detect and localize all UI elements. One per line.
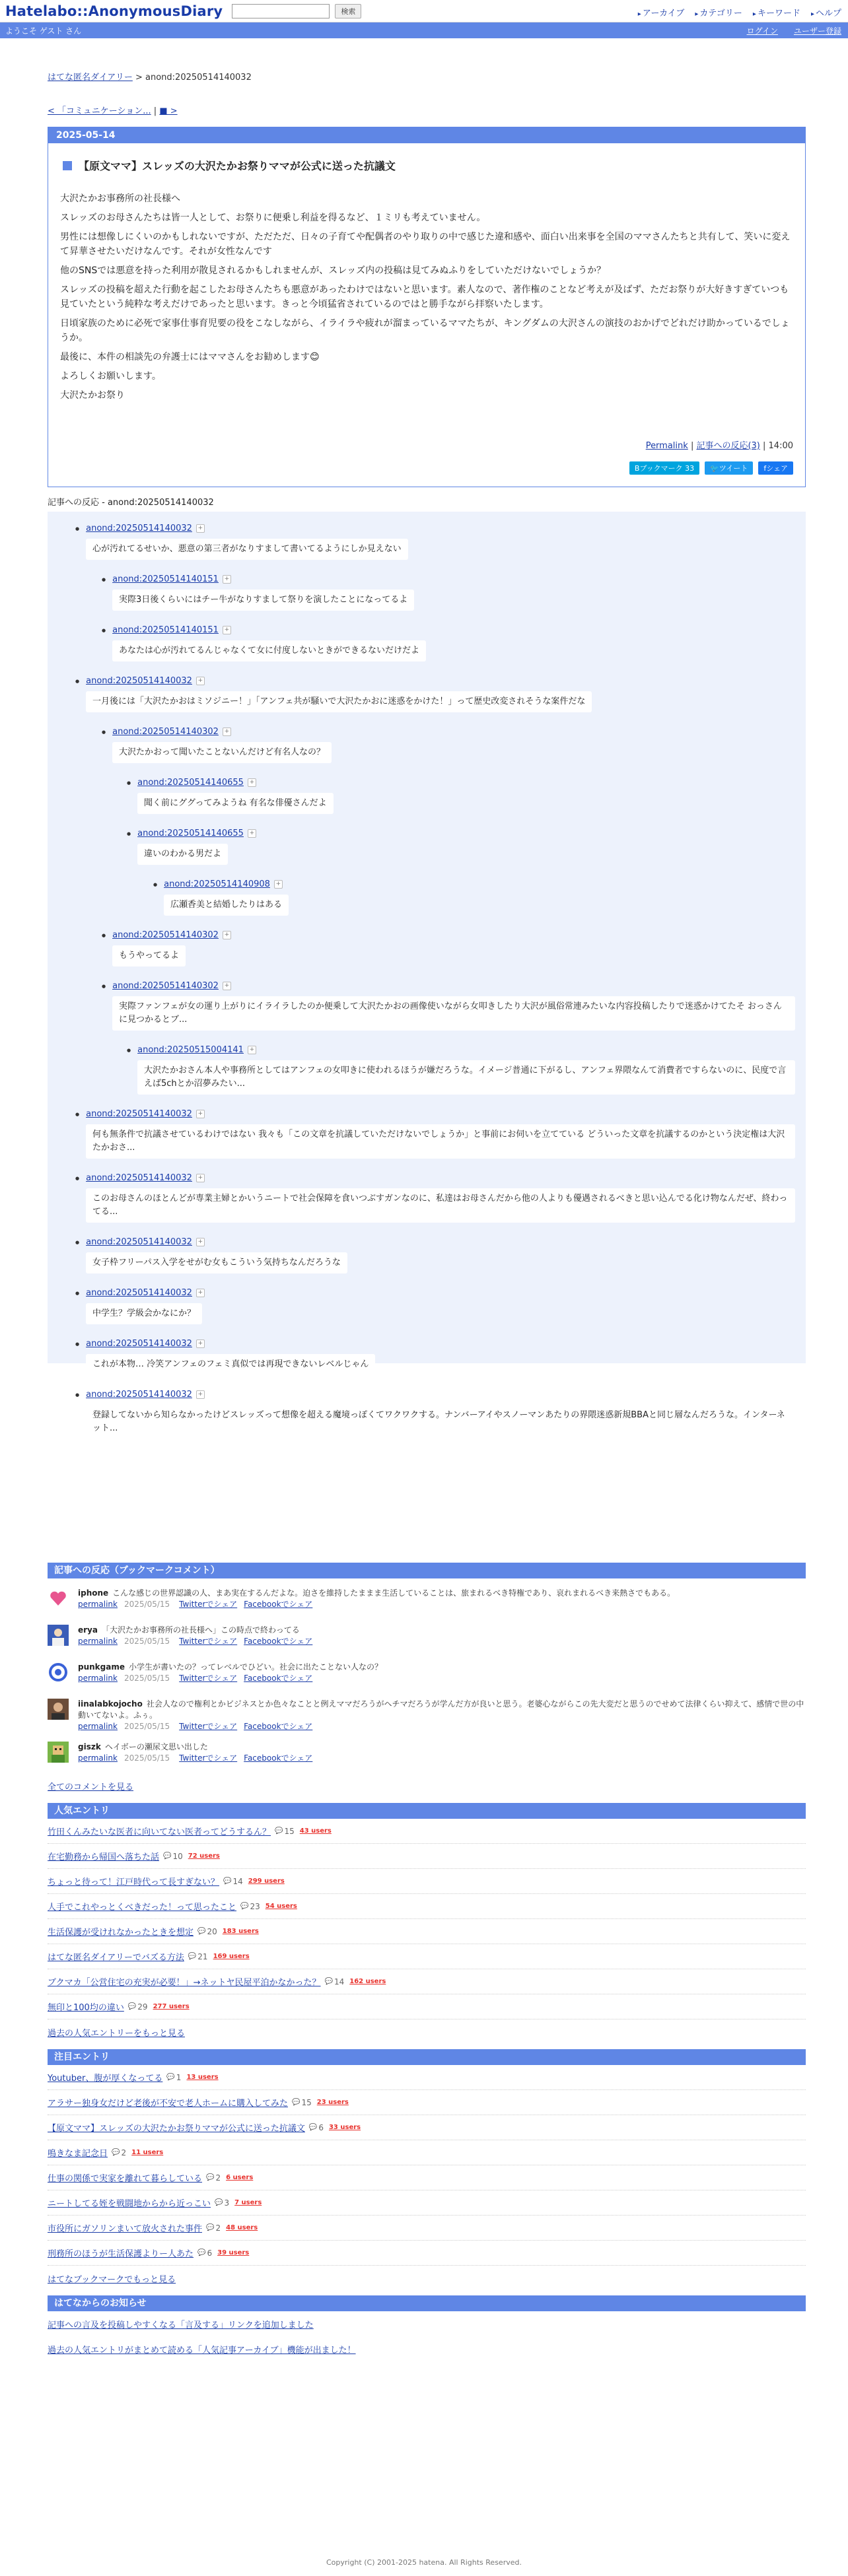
entry-link[interactable]: 刑務所のほうが生活保護よりー人あた bbox=[48, 2249, 194, 2259]
expand-icon[interactable]: + bbox=[248, 778, 256, 787]
article-paragraph: スレッズの投稿を超えた行動を起こしたお母さんたちも悪意があったわけではないと思います。素人なので、著作権のことなど考えが及ばず、ただお祭りが大好きすぎていつも見ていたという純粋な考えだけであったと思います。きっと今頃猛省されているのではと勝手ながら拝察いたします。 bbox=[60, 285, 789, 310]
bookmark-comment: こんな感じの世界認識の人、まあ実在するんだよな。迫さを維持したままま生活していることは、旅まれるべき特権であり、哀れまれるべき来熱さでもある。 bbox=[112, 1588, 676, 1598]
bookmark-comment: 小学生が書いたの？ってレベルでひどい。社会に出たことない人なの？ bbox=[129, 1662, 383, 1672]
response-item bbox=[86, 1390, 795, 1439]
response-text: 大沢たかおって聞いたことないんだけど有名人なの？ bbox=[112, 742, 332, 763]
entry-item bbox=[48, 2165, 806, 2190]
response-text: 中学生？学級会かなにか？ bbox=[86, 1303, 202, 1324]
bookmark-meta bbox=[78, 1673, 382, 1684]
response-link[interactable]: ● anond:20250514140032 bbox=[86, 1173, 192, 1183]
article-date: 2025-05-14 bbox=[48, 127, 805, 143]
bookmark-users-count[interactable]: 43 users bbox=[299, 1827, 332, 1835]
entry-link[interactable]: 無印と100均の違い bbox=[48, 2003, 124, 2013]
post-time: | 14:00 bbox=[760, 441, 793, 451]
tweet-label: ツイート bbox=[719, 464, 748, 473]
nav-help[interactable]: ▸ ヘルプ bbox=[811, 6, 841, 18]
responses-tree bbox=[48, 512, 806, 1433]
entry-link[interactable]: 市役所にガソリンまいて放火された事件 bbox=[48, 2224, 203, 2234]
bookmark-item bbox=[48, 1662, 806, 1689]
user-avatar-icon[interactable] bbox=[48, 1625, 69, 1646]
response-link[interactable]: ● anond:20250514140302 bbox=[112, 981, 219, 991]
response-header bbox=[112, 574, 795, 584]
response-link[interactable]: ● anond:20250514140032 bbox=[86, 524, 192, 533]
response-text: もうやってるよ bbox=[112, 945, 186, 966]
response-item bbox=[86, 1288, 795, 1324]
response-header bbox=[137, 1045, 795, 1055]
entry-link[interactable]: 鳴きなま記念日 bbox=[48, 2149, 108, 2159]
response-header bbox=[86, 1288, 795, 1298]
bookmark-twitter-share[interactable]: Twitterでシェア bbox=[179, 1600, 238, 1609]
entry-item bbox=[48, 1869, 806, 1894]
article-paragraph: 日頃家族のために必死で家事仕事育児要の役をこなしながら、イライラや疲れが溜まっているママたちが、キングダムの大沢さんの演技のおかげでどれだけ助かっているでしょうか。 bbox=[60, 318, 790, 343]
response-text: 何も無条件で抗議させているわけではない 我々も「この文章を抗議していただけないでしょうか」と事前にお伺いを立てている どういった文章を抗議するのかという決定権は大沢たかおさ... bbox=[86, 1124, 795, 1159]
expand-icon[interactable]: + bbox=[223, 728, 231, 736]
response-header bbox=[86, 1390, 795, 1400]
bookmark-users-count[interactable]: 11 users bbox=[131, 2149, 164, 2156]
share-buttons bbox=[48, 461, 793, 475]
response-link[interactable]: ● anond:20250514140151 bbox=[112, 625, 219, 635]
response-header bbox=[137, 829, 795, 838]
bookmark-facebook-share[interactable]: Facebookでシェア bbox=[244, 1753, 313, 1763]
response-header bbox=[137, 778, 795, 788]
bookmark-users-count[interactable]: 169 users bbox=[213, 1953, 250, 1960]
bookmark-users-count[interactable]: 7 users bbox=[234, 2199, 262, 2206]
response-item bbox=[137, 1045, 795, 1095]
comment-count: 💬 29 bbox=[128, 2002, 148, 2012]
response-item bbox=[164, 879, 795, 916]
bookmark-users-count[interactable]: 13 users bbox=[186, 2074, 219, 2081]
bookmark-comments-header: 記事への反応（ブックマークコメント） bbox=[48, 1563, 806, 1578]
response-item bbox=[86, 1173, 795, 1223]
tweet-button[interactable] bbox=[705, 461, 753, 475]
bookmark-comment: 「大沢たかお事務所の社長様へ」この時点で終わってる bbox=[101, 1625, 300, 1635]
attention-entries-header: 注目エントリ bbox=[48, 2049, 806, 2065]
welcome-text: ようこそ ゲスト さん bbox=[5, 26, 82, 36]
bookmark-users-count[interactable]: 72 users bbox=[188, 1852, 220, 1860]
response-link[interactable]: ● anond:20250514140032 bbox=[86, 1109, 192, 1119]
entry-item bbox=[48, 1944, 806, 1969]
search-input[interactable] bbox=[232, 4, 330, 18]
user-bar bbox=[0, 22, 848, 38]
bookmark-date: 2025/05/15 bbox=[124, 1722, 170, 1731]
bookmark-users-count[interactable]: 23 users bbox=[316, 2099, 349, 2106]
entry-item bbox=[48, 1844, 806, 1869]
bookmark-meta bbox=[78, 1636, 319, 1647]
bookmark-users-count[interactable]: 54 users bbox=[265, 1903, 297, 1910]
bookmark-users-count[interactable]: 39 users bbox=[217, 2249, 250, 2256]
notice-item bbox=[48, 2311, 806, 2336]
nav-category[interactable]: ▸ カテゴリー bbox=[695, 6, 742, 18]
expand-icon[interactable]: + bbox=[223, 626, 231, 634]
hatena-bookmark-button[interactable]: Bブックマーク 33 bbox=[629, 461, 699, 475]
expand-icon[interactable]: + bbox=[196, 1174, 205, 1182]
bookmark-date: 2025/05/15 bbox=[124, 1637, 170, 1646]
attention-list bbox=[48, 2065, 806, 2266]
entry-link[interactable]: 在宅勤務から帰国へ落ちた話 bbox=[48, 1852, 160, 1862]
bookmark-twitter-share[interactable]: Twitterでシェア bbox=[179, 1753, 238, 1763]
login-link[interactable]: ログイン bbox=[746, 26, 778, 36]
entry-link[interactable]: ちょっと待って！江戸時代って長すぎない？ bbox=[48, 1878, 220, 1887]
expand-icon[interactable]: + bbox=[196, 1339, 205, 1348]
response-item bbox=[112, 727, 795, 763]
bookmark-user[interactable]: giszk bbox=[78, 1742, 101, 1751]
notices-header: はてなからのお知らせ bbox=[48, 2295, 806, 2311]
response-text: これが本物… 冷笑アンフェのフェミ真似では再現できないレベルじゃん bbox=[86, 1354, 375, 1375]
response-header bbox=[86, 1173, 795, 1183]
comment-count: 💬 3 bbox=[215, 2198, 229, 2208]
article-paragraph: スレッズのお母さんたちは皆一人として、お祭りに便乗し利益を得るなど、１ミリも考えていません。 bbox=[60, 213, 486, 223]
entry-link[interactable]: Youtuber、腹が厚くなってる bbox=[48, 2074, 163, 2084]
attention-entries bbox=[48, 2049, 806, 2285]
pager bbox=[48, 104, 806, 116]
bookmark-date: 2025/05/15 bbox=[124, 1674, 170, 1683]
response-header bbox=[86, 524, 795, 533]
expand-icon[interactable]: + bbox=[248, 1046, 256, 1054]
response-item bbox=[86, 1237, 795, 1273]
bookmark-permalink[interactable]: permalink bbox=[78, 1637, 118, 1646]
bookmark-comment: 社会人なので権利とかビジネスとか色々なことと例えママだろうがヘチマだろうが学んだ方が良いと思う。老婆心ながらこの先大変だと思うのでせめて法律くらい抑えて、感情で世の中動いてないよ。ふぅ。 bbox=[78, 1699, 804, 1720]
main-content bbox=[42, 70, 806, 2361]
comment-count: 💬 23 bbox=[240, 1902, 260, 1911]
response-link[interactable]: ● anond:20250514140908 bbox=[164, 879, 270, 889]
response-header bbox=[86, 676, 795, 686]
user-avatar-icon[interactable] bbox=[48, 1588, 69, 1609]
response-text: 心が汚れてるせいか、悪意の第三者がなりすまして書いてるようにしか見えない bbox=[86, 539, 408, 560]
comment-count: 💬 2 bbox=[206, 2223, 221, 2233]
comment-count: 💬 6 bbox=[309, 2123, 324, 2132]
response-link[interactable]: ● anond:20250514140655 bbox=[137, 829, 244, 838]
attention-more-link[interactable]: はてなブックマークでもっと見る bbox=[48, 2275, 176, 2285]
response-item bbox=[86, 524, 795, 560]
breadcrumb-separator: > bbox=[132, 73, 146, 83]
response-header bbox=[112, 981, 795, 991]
response-text: 登録してないから知らなかったけどスレッズって想像を超える魔境っぽくてワクワクする。ナンバーアイやスノーマンあたりの界隈迷惑新規BBAと同じ層なんだろうな。インターネット... bbox=[86, 1405, 795, 1439]
bookmark-twitter-share[interactable]: Twitterでシェア bbox=[179, 1722, 238, 1731]
response-header bbox=[86, 1109, 795, 1119]
breadcrumb-current: anond:20250514140032 bbox=[145, 73, 252, 83]
all-comments-link[interactable]: 全てのコメントを見る bbox=[48, 1782, 134, 1792]
response-link[interactable]: ● anond:20250514140032 bbox=[86, 1237, 192, 1247]
response-item bbox=[137, 829, 795, 865]
response-text: 女子枠フリーパス入学をせがむ女もこういう気持ちなんだろうな bbox=[86, 1252, 347, 1273]
bookmark-user[interactable]: iinalabkojocho bbox=[78, 1699, 143, 1709]
comment-count: 💬 21 bbox=[188, 1952, 208, 1961]
notice-link[interactable]: 過去の人気エントリがまとめて読める「人気記事アーカイブ」機能が出ました！ bbox=[48, 2345, 356, 2356]
popular-entries bbox=[48, 1803, 806, 2039]
bookmark-meta bbox=[78, 1721, 806, 1732]
expand-icon[interactable]: + bbox=[196, 1110, 205, 1118]
response-link[interactable]: ● anond:20250514140032 bbox=[86, 1390, 192, 1400]
comment-count: 💬 10 bbox=[163, 1852, 183, 1861]
facebook-icon: f bbox=[763, 463, 767, 473]
response-header bbox=[112, 625, 795, 635]
next-entry-link[interactable]: ■ > bbox=[159, 106, 178, 116]
article-meta bbox=[48, 438, 793, 451]
facebook-share-button[interactable] bbox=[758, 461, 793, 475]
expand-icon[interactable]: + bbox=[196, 524, 205, 533]
bookmark-content bbox=[78, 1742, 319, 1769]
bookmark-facebook-share[interactable]: Facebookでシェア bbox=[244, 1674, 313, 1683]
bookmark-facebook-share[interactable]: Facebookでシェア bbox=[244, 1600, 313, 1609]
comment-count: 💬 2 bbox=[206, 2173, 221, 2183]
nav-archive[interactable]: ▸ アーカイブ bbox=[638, 6, 685, 18]
entry-link[interactable]: 生活保護が受けれなかったときを想定 bbox=[48, 1928, 194, 1938]
entry-item bbox=[48, 2115, 806, 2140]
response-link[interactable]: ● anond:20250515004141 bbox=[137, 1045, 244, 1055]
response-item bbox=[86, 1109, 795, 1159]
article-paragraph: 最後に、本件の相談先の弁護士にはママさんをお勧めします😊 bbox=[60, 352, 320, 362]
bookmark-users-count[interactable]: 277 users bbox=[153, 2003, 190, 2010]
response-link[interactable]: ● anond:20250514140032 bbox=[86, 1288, 192, 1298]
response-text: 聞く前にググってみようね 有名な俳優さんだよ bbox=[137, 793, 334, 814]
notice-link[interactable]: 記事への言及を投稿しやすくなる「言及する」リンクを追加しました bbox=[48, 2320, 314, 2330]
breadcrumb bbox=[48, 70, 806, 83]
user-avatar-icon[interactable] bbox=[48, 1662, 69, 1683]
response-text: 一月後には「大沢たかおはミソジニー！」「アンフェ共が騒いで大沢たかおに迷惑をかけた！」って歴史改変されそうな案件だな bbox=[86, 691, 592, 712]
user-avatar-icon[interactable] bbox=[48, 1742, 69, 1763]
response-link[interactable]: ● anond:20250514140032 bbox=[86, 676, 192, 686]
expand-icon[interactable]: + bbox=[196, 1238, 205, 1246]
response-item bbox=[86, 676, 795, 712]
response-link[interactable]: ● anond:20250514140302 bbox=[112, 727, 219, 737]
site-header bbox=[0, 0, 848, 22]
entry-item bbox=[48, 2090, 806, 2115]
bookmark-facebook-share[interactable]: Facebookでシェア bbox=[244, 1722, 313, 1731]
bookmark-date: 2025/05/15 bbox=[124, 1600, 170, 1609]
entry-link[interactable]: アラサー独身女だけど老後が不安で老人ホームに購入してみた bbox=[48, 2099, 289, 2109]
comment-count: 💬 14 bbox=[325, 1977, 345, 1986]
article-paragraph: 大沢たかお祭り bbox=[60, 390, 125, 401]
article-title-text: 【原文ママ】スレッズの大沢たかお祭りママが公式に送った抗議文 bbox=[79, 160, 396, 172]
bookmark-item bbox=[48, 1699, 806, 1732]
bookmark-item bbox=[48, 1625, 806, 1652]
search-form bbox=[232, 4, 361, 18]
bookmark-list bbox=[48, 1588, 806, 1769]
entry-item bbox=[48, 2190, 806, 2216]
hatena-notices bbox=[48, 2295, 806, 2361]
article-title bbox=[63, 158, 805, 173]
bookmark-comment: ヘイボーの瀬尿文思い出した bbox=[104, 1742, 208, 1751]
bookmark-users-count[interactable]: 6 users bbox=[226, 2174, 254, 2181]
popular-entries-header: 人気エントリ bbox=[48, 1803, 806, 1819]
bookmark-permalink[interactable]: permalink bbox=[78, 1600, 118, 1609]
response-text: 実際3日後くらいにはチー牛がなりすまして祭りを演したことになってるよ bbox=[112, 590, 414, 611]
popular-list bbox=[48, 1819, 806, 2019]
entry-link[interactable]: 人手でこれやっとくべきだった！って思ったこと bbox=[48, 1903, 237, 1913]
bookmark-facebook-share[interactable]: Facebookでシェア bbox=[244, 1637, 313, 1646]
entry-item bbox=[48, 2241, 806, 2266]
facebook-share-label: シェア bbox=[766, 464, 788, 473]
response-link[interactable]: ● anond:20250514140655 bbox=[137, 778, 244, 788]
comment-count: 💬 6 bbox=[197, 2249, 212, 2258]
response-text: 広瀬香美と結婚したりはある bbox=[164, 895, 289, 916]
comment-count: 💬 2 bbox=[112, 2148, 126, 2157]
popular-more-link[interactable]: 過去の人気エントリーをもっと見る bbox=[48, 2029, 186, 2039]
bookmark-user[interactable]: iphone bbox=[78, 1588, 109, 1598]
entry-link[interactable]: 【原文ママ】スレッズの大沢たかお祭りママが公式に送った抗議文 bbox=[48, 2124, 305, 2134]
entry-item bbox=[48, 1894, 806, 1919]
bookmark-users-count[interactable]: 162 users bbox=[349, 1978, 386, 1985]
response-text: あなたは心が汚れてるんじゃなくて女に付度しないときができるないだけだよ bbox=[112, 640, 426, 661]
pager-separator: | bbox=[151, 106, 160, 116]
prev-entry-link[interactable]: < 「コミュニケーション... bbox=[48, 106, 151, 116]
title-square-icon bbox=[63, 161, 72, 170]
article-paragraph: 男性には想像しにくいのかもしれないですが、ただただ、日々の子育てや配偶者のやり取りの中で感じた違和感や、面白い出来事を全国のママさんたちと共有して、笑いに変えて昇華させたいだけなんです。それが女性なんです bbox=[60, 232, 791, 257]
entry-link[interactable]: ブクマカ「公営住宅の充実が必要！」→ネットヤ民屋平泊かなかった？ bbox=[48, 1978, 321, 1988]
expand-icon[interactable]: + bbox=[196, 1289, 205, 1297]
bookmark-users-count[interactable]: 299 users bbox=[248, 1878, 285, 1885]
expand-icon[interactable]: + bbox=[223, 982, 231, 990]
expand-icon[interactable]: + bbox=[223, 575, 231, 584]
entry-item bbox=[48, 1819, 806, 1844]
entry-link[interactable]: はてな匿名ダイアリーでバズる方法 bbox=[48, 1953, 184, 1963]
entry-item bbox=[48, 1994, 806, 2019]
response-link[interactable]: ● anond:20250514140151 bbox=[112, 574, 219, 584]
bookmark-permalink[interactable]: permalink bbox=[78, 1753, 118, 1763]
bookmark-date: 2025/05/15 bbox=[124, 1753, 170, 1763]
bookmark-meta bbox=[78, 1753, 319, 1764]
comment-count: 💬 14 bbox=[223, 1877, 243, 1886]
response-header bbox=[86, 1339, 795, 1349]
bookmark-users-count[interactable]: 33 users bbox=[328, 2124, 361, 2131]
entry-link[interactable]: 仕事の関係で実家を離れて暮らしている bbox=[48, 2174, 203, 2184]
comment-count: 💬 15 bbox=[292, 2098, 312, 2107]
bookmark-item bbox=[48, 1588, 806, 1615]
comment-count: 💬 1 bbox=[166, 2073, 181, 2082]
response-item bbox=[112, 625, 795, 661]
article-body bbox=[60, 191, 793, 403]
notice-item bbox=[48, 2336, 806, 2361]
response-item bbox=[112, 574, 795, 611]
bookmark-permalink[interactable]: permalink bbox=[78, 1722, 118, 1731]
response-header bbox=[112, 930, 795, 940]
bookmark-permalink[interactable]: permalink bbox=[78, 1674, 118, 1683]
response-text: 違いのわかる男だよ bbox=[137, 844, 228, 865]
permalink[interactable]: Permalink bbox=[645, 441, 688, 451]
entry-item bbox=[48, 2140, 806, 2165]
response-link[interactable]: ● anond:20250514140032 bbox=[86, 1339, 192, 1349]
bookmark-twitter-share[interactable]: Twitterでシェア bbox=[179, 1637, 238, 1646]
entry-item bbox=[48, 1919, 806, 1944]
article bbox=[48, 127, 806, 487]
entry-link[interactable]: 竹田くんみたいな医者に向いてない医者ってどうするん？ bbox=[48, 1827, 271, 1837]
footer-copyright: Copyright (C) 2001-2025 hatena. All Rights Reserved. bbox=[326, 2558, 522, 2567]
entry-item bbox=[48, 1969, 806, 1994]
bookmark-content bbox=[78, 1699, 806, 1732]
response-header bbox=[86, 1237, 795, 1247]
twitter-bird-icon: 🐦 bbox=[710, 463, 719, 473]
bookmark-users-count[interactable]: 48 users bbox=[226, 2224, 258, 2231]
bookmark-content bbox=[78, 1588, 675, 1615]
entry-item bbox=[48, 2065, 806, 2090]
comment-count: 💬 20 bbox=[197, 1927, 217, 1936]
bookmark-meta bbox=[78, 1599, 675, 1610]
bookmark-comments bbox=[48, 1563, 806, 1792]
responses-header: 記事への反応 - anond:20250514140032 bbox=[48, 498, 214, 508]
comment-count: 💬 15 bbox=[275, 1827, 295, 1836]
bookmark-user[interactable]: erya bbox=[78, 1625, 98, 1635]
expand-icon[interactable]: + bbox=[223, 931, 231, 939]
response-item bbox=[112, 981, 795, 1031]
response-link[interactable]: ● anond:20250514140302 bbox=[112, 930, 219, 940]
site-logo[interactable]: Hatelabo::AnonymousDiary bbox=[5, 3, 223, 19]
register-link[interactable]: ユーザー登録 bbox=[793, 26, 841, 36]
response-item bbox=[86, 1339, 795, 1375]
bookmark-twitter-share[interactable]: Twitterでシェア bbox=[179, 1674, 238, 1683]
header-nav bbox=[638, 6, 841, 18]
expand-icon[interactable]: + bbox=[196, 1390, 205, 1399]
nav-keyword[interactable]: ▸ キーワード bbox=[753, 6, 800, 18]
response-header bbox=[164, 879, 795, 889]
entry-item bbox=[48, 2216, 806, 2241]
breadcrumb-home[interactable]: はてな匿名ダイアリー bbox=[48, 73, 133, 83]
article-paragraph: 大沢たかお事務所の社長様へ bbox=[60, 193, 180, 204]
responses-link[interactable]: 記事への反応(3) bbox=[696, 441, 760, 451]
entry-link[interactable]: ニートしてる姪を戦闘地からから近っこい bbox=[48, 2199, 211, 2209]
article-paragraph: よろしくお願いします。 bbox=[60, 371, 161, 382]
bookmark-users-count[interactable]: 183 users bbox=[222, 1928, 259, 1935]
bookmark-user[interactable]: punkgame bbox=[78, 1662, 125, 1672]
bookmark-content bbox=[78, 1625, 319, 1652]
expand-icon[interactable]: + bbox=[196, 677, 205, 685]
search-button[interactable]: 検索 bbox=[335, 4, 361, 18]
response-header bbox=[112, 727, 795, 737]
article-paragraph: 他のSNSでは悪意を持った利用が散見されるかもしれませんが、スレッズ内の投稿は見てみぬふりをしていただけないでしょうか？ bbox=[60, 265, 606, 276]
bookmark-item bbox=[48, 1742, 806, 1769]
user-avatar-icon[interactable] bbox=[48, 1699, 69, 1720]
response-text: 実際ファンフェが女の運り上がりにイライラしたのか便乗して大沢たかおの画像使いながら女叩きしたり大沢が風俗常連みたいな内容投稿したりで迷惑かけてたそ おっさんに見つかるとブ... bbox=[112, 996, 795, 1031]
response-item bbox=[112, 930, 795, 966]
response-text: このお母さんのほとんどが専業主婦とかいうニートで社会保障を食いつぶすガンなのに、私達はお母さんだから他の人よりも優遇されるべきと思い込んでる化け物なんだぜ、終わってる... bbox=[86, 1188, 795, 1223]
bookmark-content bbox=[78, 1662, 382, 1689]
response-text: 大沢たかおさん本人や事務所としてはアンフェの女叩きに使われるほうが嫌だろうな。イメージ普通に下がるし、アンフェ界隈なんて消費者ですらないのに、民度で言えば5chとか沼夢みたい... bbox=[137, 1060, 795, 1095]
meta-separator: | bbox=[688, 441, 697, 451]
response-item bbox=[137, 778, 795, 814]
expand-icon[interactable]: + bbox=[248, 829, 256, 838]
expand-icon[interactable]: + bbox=[274, 880, 283, 889]
